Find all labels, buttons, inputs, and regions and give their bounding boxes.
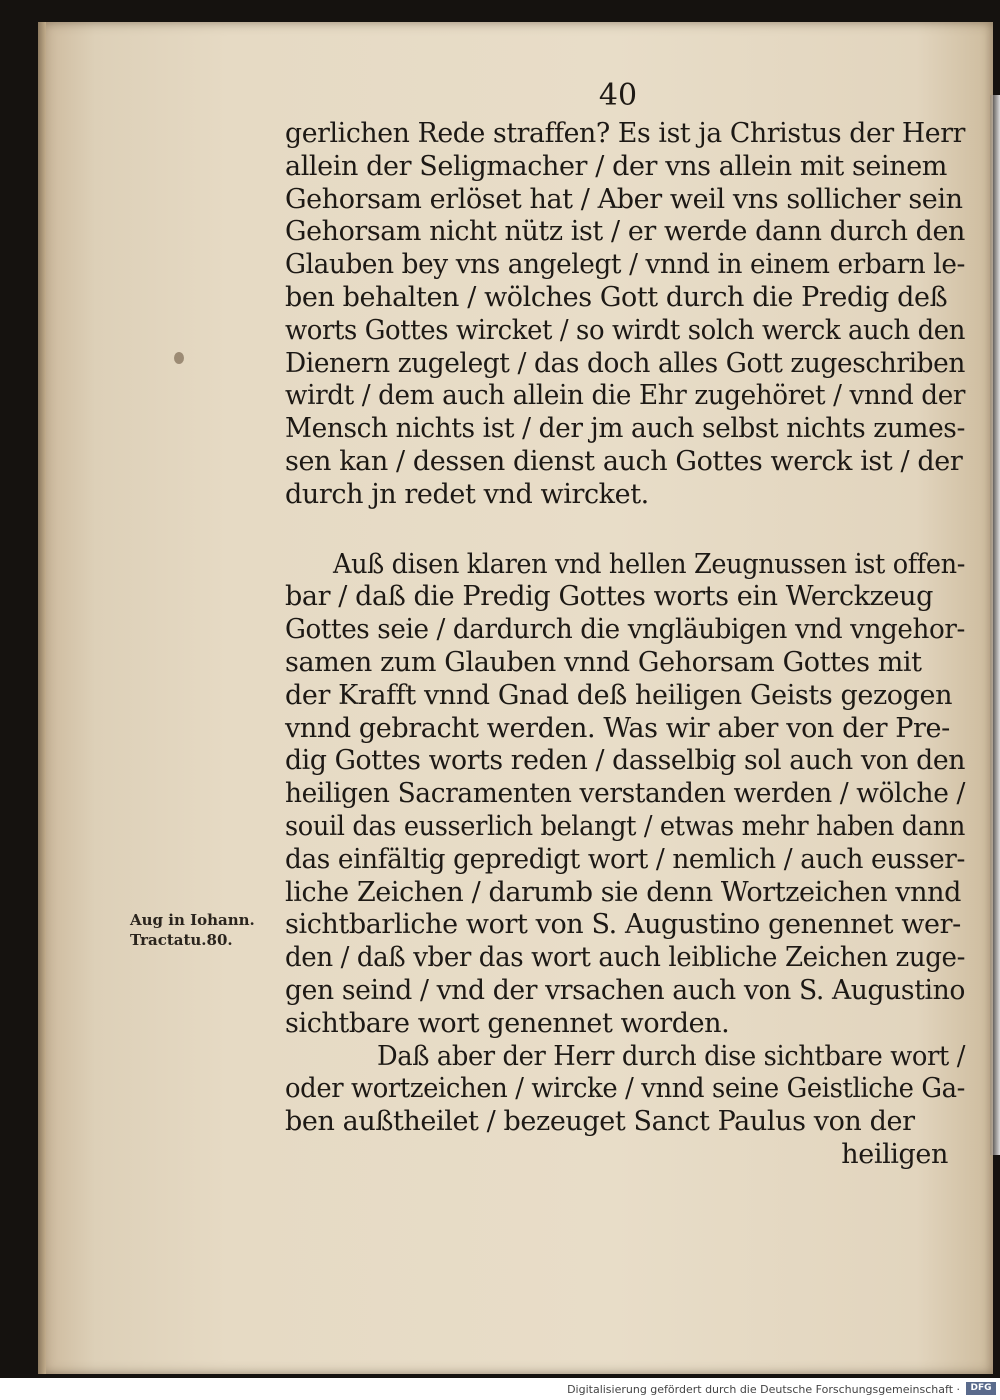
text-line: oder wortzeichen / wircke / vnnd seine Geistliche Ga- xyxy=(285,1073,965,1105)
text-line: worts Gottes wircket / so wirdt solch werck auch den xyxy=(285,314,965,346)
text-line: Gehorsam erlöset hat / Aber weil vns sollicher sein xyxy=(285,183,963,215)
text-line: Glauben bey vns angelegt / vnnd in einem erbarn le- xyxy=(285,249,965,281)
text-line: bar / daß die Predig Gottes worts ein Werckzeug xyxy=(285,581,933,613)
text-line: Auß disen klaren vnd hellen Zeugnussen ist offen- xyxy=(333,548,965,580)
text-line: gerlichen Rede straffen? Es ist ja Christus der Herr xyxy=(285,118,965,149)
paragraph-1 xyxy=(285,118,970,512)
page-right-edge xyxy=(990,95,1000,1155)
text-line: allein der Seligmacher / der vns allein mit seinem xyxy=(285,150,947,182)
page-gutter xyxy=(38,22,46,1374)
text-line: heiligen Sacramenten verstanden werden / wölche / xyxy=(285,778,965,810)
text-line: wirdt / dem auch allein die Ehr zugehöret / vnnd der xyxy=(285,380,965,412)
text-line: sichtbarliche wort von S. Augustino genennet wer- xyxy=(285,909,961,941)
text-line: Daß aber der Herr durch dise sichtbare wort / xyxy=(377,1040,965,1072)
margin-note-line: Aug in Iohann. xyxy=(130,911,255,929)
text-line: sen kan / dessen dienst auch Gottes werck ist / der xyxy=(285,445,963,477)
text-line: dig Gottes worts reden / dasselbig sol auch von den xyxy=(285,745,965,777)
text-line: Gehorsam nicht nütz ist / er werde dann durch den xyxy=(285,216,965,248)
ink-smudge xyxy=(174,352,184,364)
catchword: heiligen xyxy=(841,1138,948,1170)
text-line: Gottes seie / dardurch die vngläubigen vnd vngehor- xyxy=(285,614,965,646)
text-line: durch jn redet vnd wircket. xyxy=(285,478,649,510)
text-line: das einfältig gepredigt wort / nemlich / auch eusser- xyxy=(285,843,965,875)
text-line: vnnd gebracht werden. Was wir aber von der Pre- xyxy=(285,712,950,744)
footer-credit: Digitalisierung gefördert durch die Deutsche Forschungsgemeinschaft · xyxy=(567,1383,960,1396)
text-line: souil das eusserlich belangt / etwas mehr haben dann xyxy=(285,810,965,842)
footer-bar xyxy=(0,1378,1000,1400)
paragraph-2 xyxy=(285,549,970,1041)
body-text xyxy=(285,118,970,1172)
text-line: Dienern zugelegt / das doch alles Gott zugeschriben xyxy=(285,347,965,379)
text-line: ben behalten / wölches Gott durch die Predig deß xyxy=(285,281,948,313)
text-line: sichtbare wort genennet worden. xyxy=(285,1007,730,1039)
text-line: liche Zeichen / darumb sie denn Wortzeichen vnnd xyxy=(285,876,962,908)
text-line: Mensch nichts ist / der jm auch selbst nichts zumes- xyxy=(285,413,965,445)
text-line: gen seind / vnd der vrsachen auch von S. Augustino xyxy=(285,974,965,1006)
text-line: samen zum Glauben vnnd Gehorsam Gottes mit xyxy=(285,646,922,678)
text-line: den / daß vber das wort auch leibliche Zeichen zuge- xyxy=(285,942,965,974)
margin-note-line: Tractatu.80. xyxy=(130,931,233,949)
page-number: 40 xyxy=(598,78,638,113)
paragraph-3 xyxy=(285,1041,970,1139)
margin-note xyxy=(130,910,280,950)
text-line: der Krafft vnnd Gnad deß heiligen Geists gezogen xyxy=(285,679,953,711)
dfg-logo-icon: DFG xyxy=(966,1382,996,1395)
text-line: ben außtheilet / bezeuget Sanct Paulus von der xyxy=(285,1106,915,1138)
